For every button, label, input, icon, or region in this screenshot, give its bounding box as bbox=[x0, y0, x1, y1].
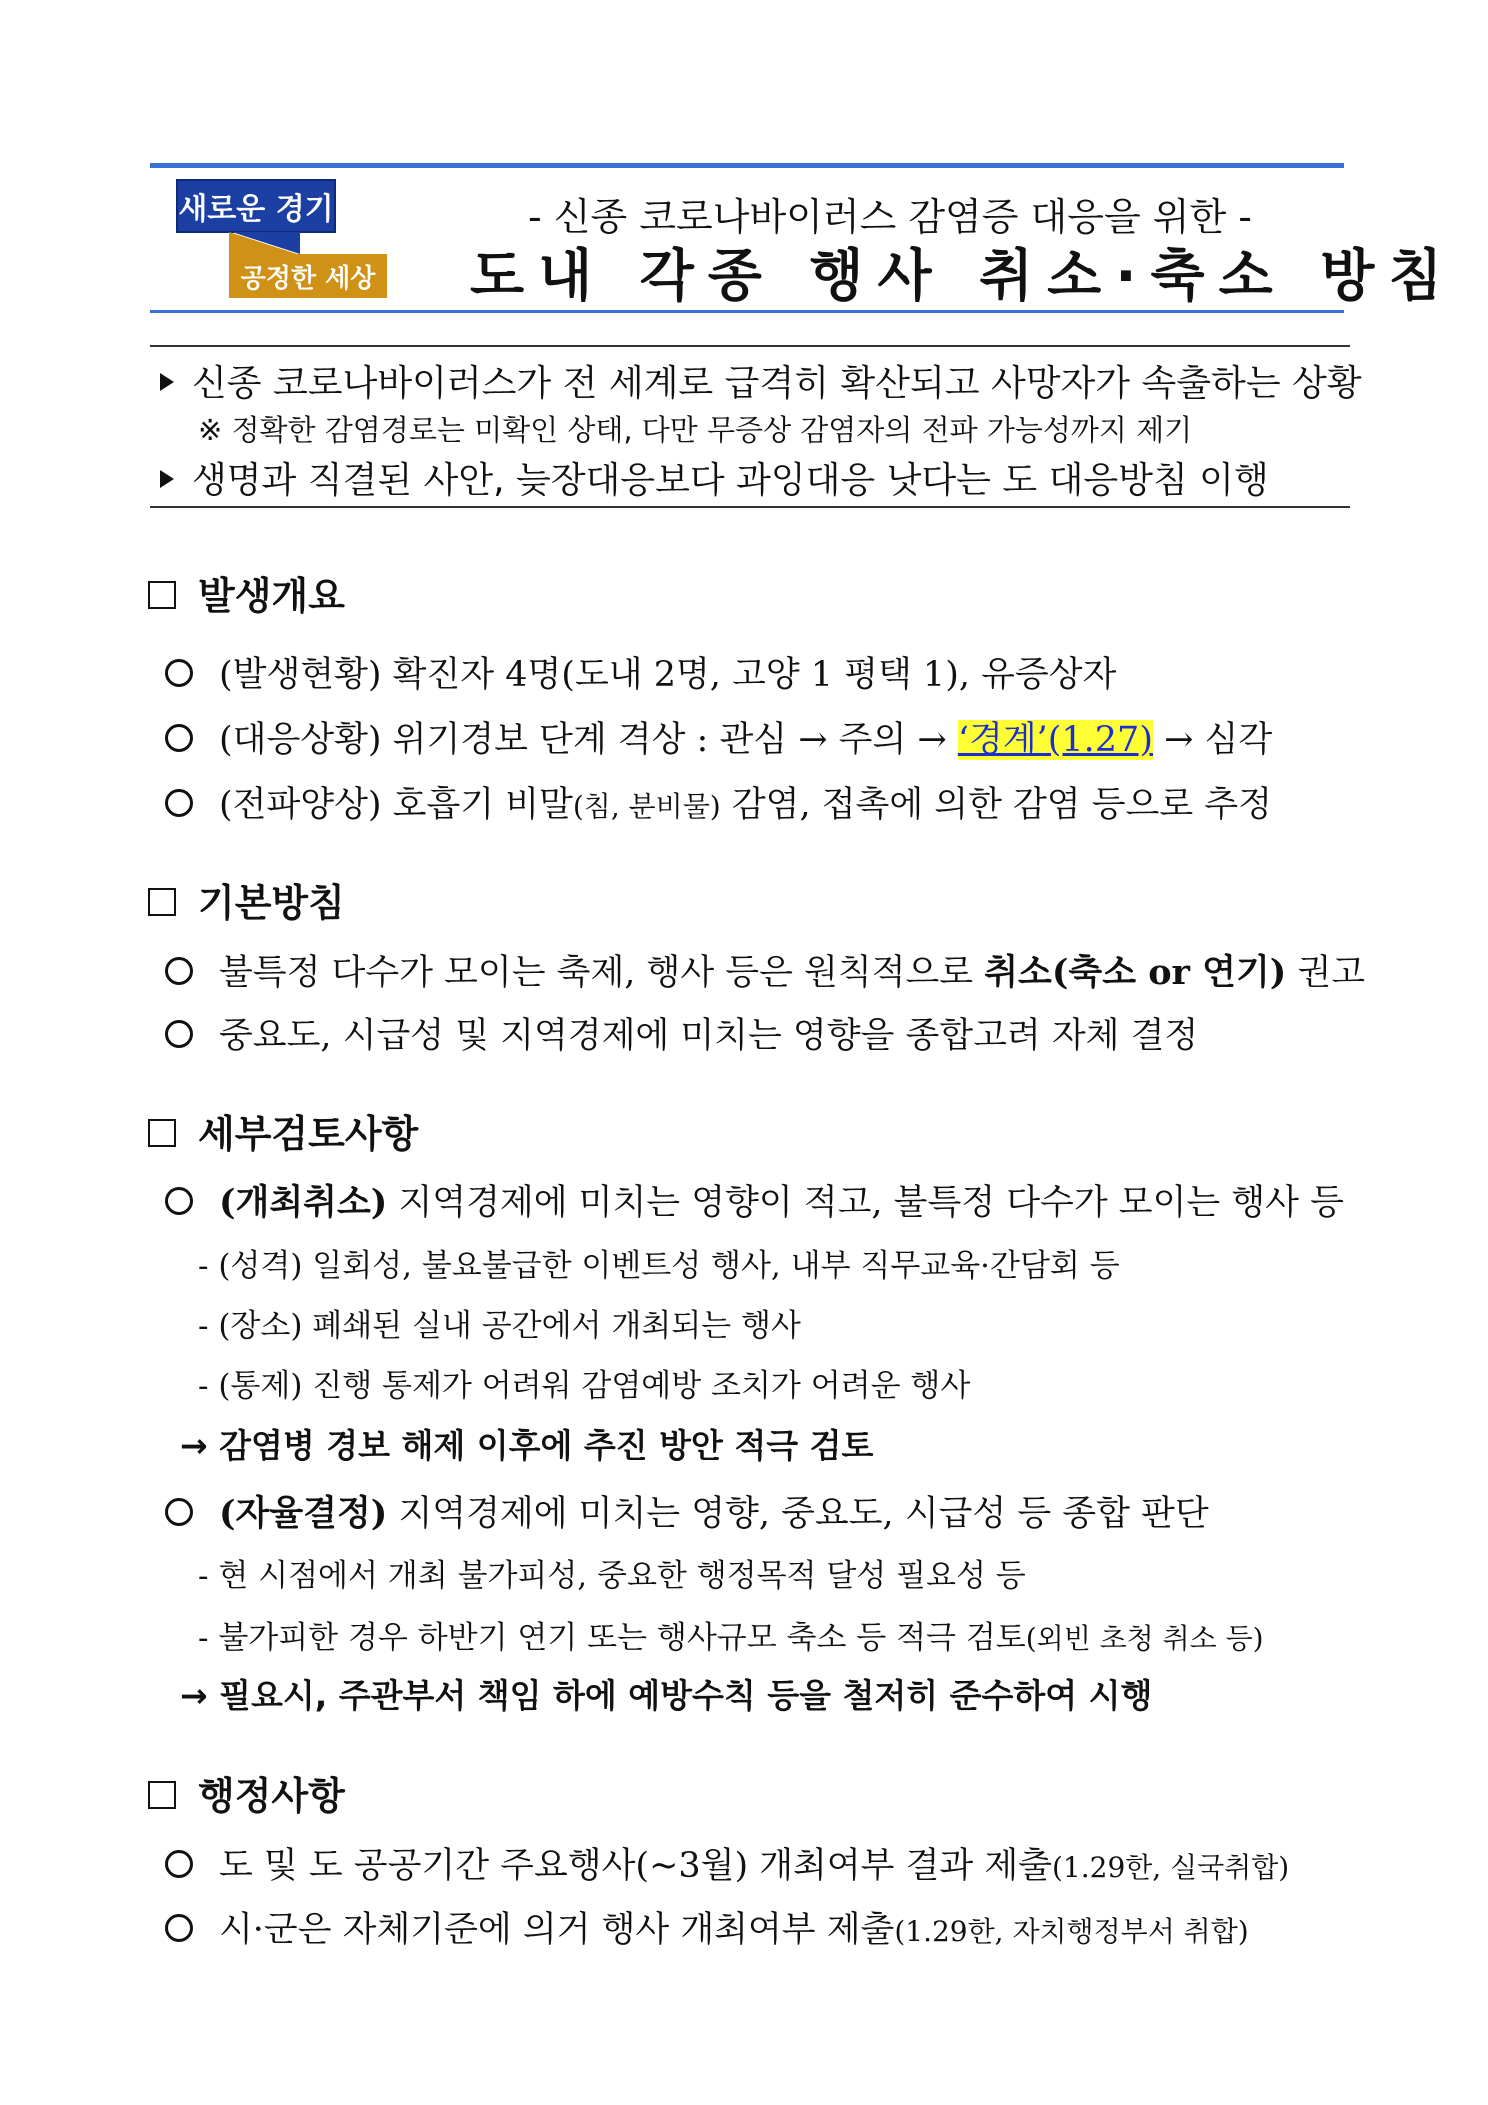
highlighted-alert-level: ‘경계’(1.27) bbox=[957, 720, 1153, 760]
logo-shape-gold bbox=[229, 232, 297, 254]
section-heading-policy: 기본방침 bbox=[148, 872, 345, 927]
list-item: (전파양상) 호흡기 비말(침, 분비물) 감염, 접촉에 의한 감염 등으로 추정 bbox=[165, 777, 1272, 827]
triangle-bullet-icon bbox=[160, 470, 174, 488]
triangle-bullet-icon bbox=[160, 373, 174, 391]
list-item: (대응상황) 위기경보 단계 격상 : 관심 → 주의 → ‘경계’(1.27) → 심각 bbox=[165, 712, 1272, 762]
section-heading-overview: 발생개요 bbox=[148, 565, 345, 620]
sub-item: - (통제) 진행 통제가 어려워 감염예방 조치가 어려운 행사 bbox=[198, 1368, 971, 1404]
circle-bullet-icon bbox=[165, 659, 193, 687]
checkbox-square-icon bbox=[148, 888, 176, 916]
list-item: (개최취소) 지역경제에 미치는 영향이 적고, 불특정 다수가 모이는 행사 등 bbox=[165, 1175, 1344, 1225]
logo-bottom-badge: 공정한 세상 bbox=[229, 254, 387, 298]
summary-bottom-rule bbox=[150, 506, 1350, 508]
circle-bullet-icon bbox=[165, 1020, 193, 1048]
checkbox-square-icon bbox=[148, 581, 176, 609]
list-item: 시·군은 자체기준에 의거 행사 개최여부 제출(1.29한, 자치행정부서 취합) bbox=[165, 1902, 1249, 1952]
list-item: 불특정 다수가 모이는 축제, 행사 등은 원칙적으로 취소(축소 or 연기) 권고 bbox=[165, 945, 1365, 995]
section-heading-admin: 행정사항 bbox=[148, 1765, 345, 1820]
logo-top-badge: 새로운 경기 bbox=[176, 179, 336, 233]
list-item: 도 및 도 공공기간 주요행사(~3월) 개최여부 결과 제출(1.29한, 실국취합) bbox=[165, 1838, 1289, 1888]
sub-item: - 불가피한 경우 하반기 연기 또는 행사규모 축소 등 적극 검토(외빈 초청 취소 등) bbox=[198, 1620, 1264, 1656]
header-top-rule bbox=[150, 163, 1344, 168]
section-heading-review: 세부검토사항 bbox=[148, 1103, 418, 1158]
sub-item: - 현 시점에서 개최 불가피성, 중요한 행정목적 달성 필요성 등 bbox=[198, 1558, 1026, 1594]
sub-item: - (장소) 폐쇄된 실내 공간에서 개최되는 행사 bbox=[198, 1308, 801, 1344]
circle-bullet-icon bbox=[165, 1914, 193, 1942]
summary-top-rule bbox=[150, 345, 1350, 347]
conclusion-arrow-line: → 필요시, 주관부서 책임 하에 예방수칙 등을 철저히 준수하여 시행 bbox=[180, 1676, 1153, 1715]
document-title: 도내 각종 행사 취소·축소 방침 bbox=[470, 244, 1457, 309]
circle-bullet-icon bbox=[165, 1498, 193, 1526]
list-item: (발생현황) 확진자 4명(도내 2명, 고양 1 평택 1), 유증상자 bbox=[165, 647, 1116, 697]
circle-bullet-icon bbox=[165, 789, 193, 817]
circle-bullet-icon bbox=[165, 724, 193, 752]
list-item: 중요도, 시급성 및 지역경제에 미치는 영향을 종합고려 자체 결정 bbox=[165, 1008, 1198, 1058]
summary-line-1: 신종 코로나바이러스가 전 세계로 급격히 확산되고 사망자가 속출하는 상황 bbox=[160, 355, 1362, 406]
circle-bullet-icon bbox=[165, 1187, 193, 1215]
circle-bullet-icon bbox=[165, 957, 193, 985]
checkbox-square-icon bbox=[148, 1119, 176, 1147]
circle-bullet-icon bbox=[165, 1850, 193, 1878]
conclusion-arrow-line: → 감염병 경보 해제 이후에 추진 방안 적극 검토 bbox=[180, 1426, 874, 1465]
list-item: (자율결정) 지역경제에 미치는 영향, 중요도, 시급성 등 종합 판단 bbox=[165, 1486, 1209, 1536]
summary-line-2: 생명과 직결된 사안, 늦장대응보다 과잉대응 낫다는 도 대응방침 이행 bbox=[160, 452, 1269, 503]
summary-note: ※ 정확한 감염경로는 미확인 상태, 다만 무증상 감염자의 전파 가능성까지 제기 bbox=[198, 413, 1193, 447]
document-subtitle: - 신종 코로나바이러스 감염증 대응을 위한 - bbox=[528, 195, 1252, 239]
sub-item: - (성격) 일회성, 불요불급한 이벤트성 행사, 내부 직무교육·간담회 등 bbox=[198, 1248, 1120, 1284]
checkbox-square-icon bbox=[148, 1781, 176, 1809]
